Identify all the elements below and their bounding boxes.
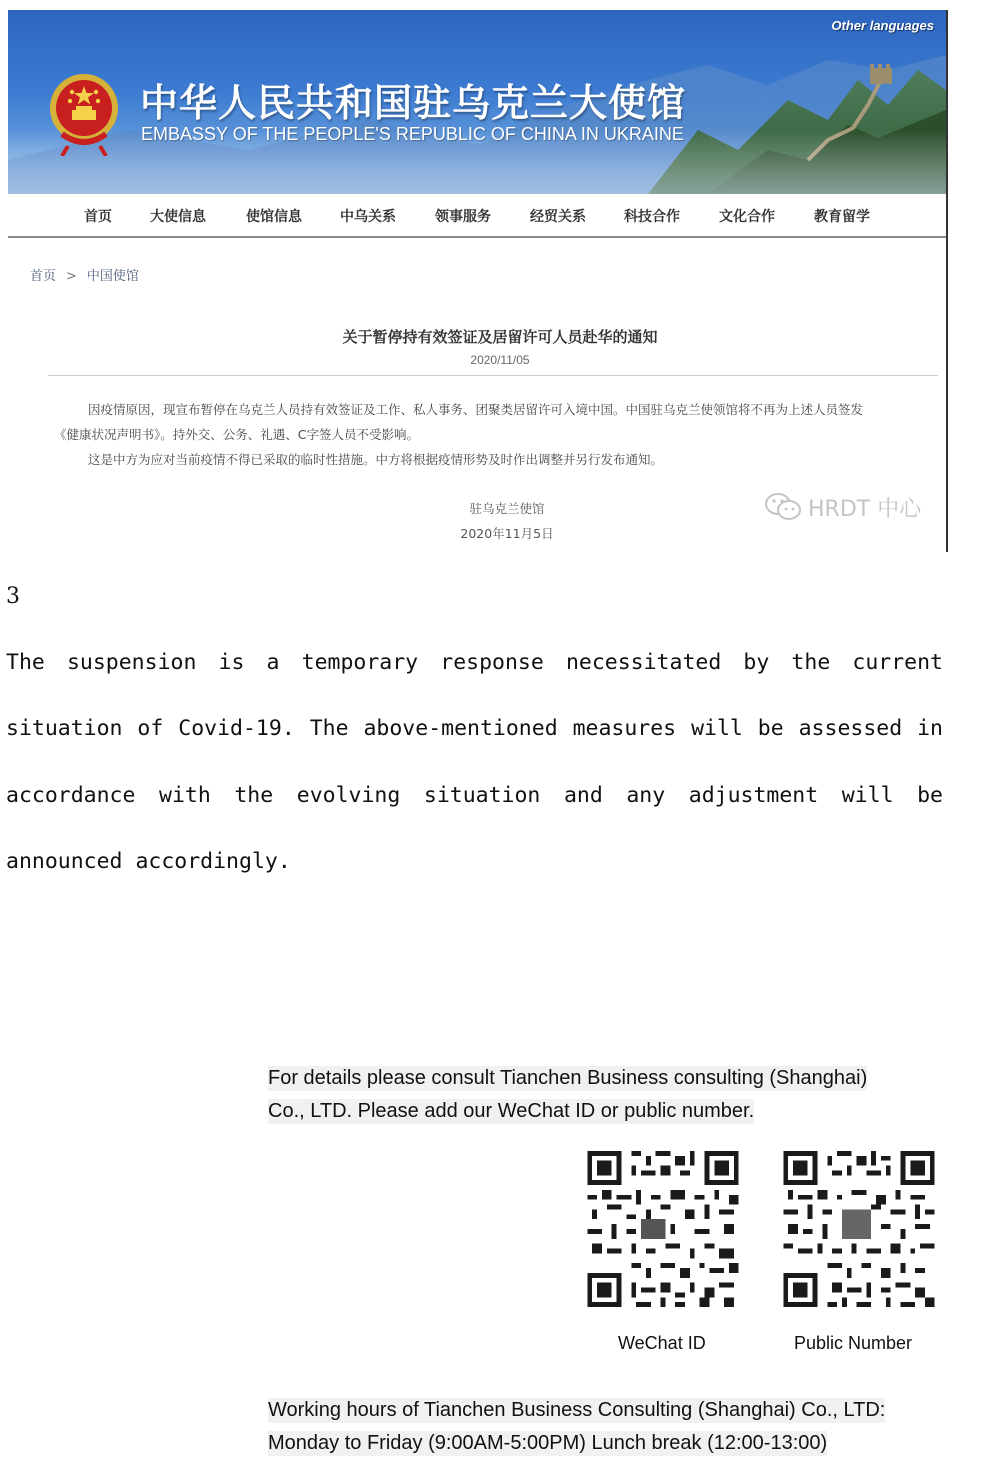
nav-item-trade[interactable]: 经贸关系 (530, 209, 586, 225)
notice-paragraph-1-line-1: 因疫情原因，现宣布暂停在乌克兰人员持有效签证及工作、私人事务、团聚类居留许可入境中国。中国驻乌克兰使领馆将不再为上述人员签发 (88, 402, 864, 417)
breadcrumb-separator: > (66, 269, 77, 284)
contact-line-1: For details please consult Tianchen Business consulting (Shanghai) (268, 1067, 868, 1089)
embassy-banner (8, 10, 946, 194)
embassy-title-chinese: 中华人民共和国驻乌克兰大使馆 (140, 81, 687, 125)
breadcrumb-home[interactable]: 首页 (30, 269, 57, 284)
wechat-id-qr-code (582, 1146, 744, 1312)
notice-title: 关于暂停持有效签证及居留许可人员赴华的通知 (342, 328, 658, 346)
body-text-line-4: announced accordingly. (6, 849, 291, 874)
working-hours-line-1: Working hours of Tianchen Business Consulting (Shanghai) Co., LTD: (268, 1399, 886, 1421)
notice-paragraph-1-line-2: 《健康状况声明书》。持外交、公务、礼遇、C字签人员不受影响。 (54, 427, 419, 442)
notice-paragraph-2: 这是中方为应对当前疫情不得已采取的临时性措施。中方将根据疫情形势及时作出调整并另行发布通知。 (88, 452, 664, 467)
public-number-qr-code (778, 1146, 940, 1312)
embassy-nav-bar (8, 194, 946, 238)
nav-item-embassy-info[interactable]: 使馆信息 (246, 209, 302, 225)
wechat-id-label: WeChat ID (618, 1333, 706, 1353)
nav-item-consular[interactable]: 领事服务 (435, 209, 491, 225)
nav-item-science[interactable]: 科技合作 (624, 209, 680, 225)
contact-line-2: Co., LTD. Please add our WeChat ID or public number. (268, 1100, 755, 1122)
breadcrumb (30, 265, 139, 284)
body-text-line-3: accordance with the evolving situation and any adjustment will be (6, 783, 943, 808)
public-number-label: Public Number (794, 1333, 913, 1353)
other-languages-link[interactable]: Other languages (831, 18, 934, 33)
body-text-line-2: situation of Covid-19. The above-mentioned measures will be assessed in (6, 716, 943, 741)
page-number: 3 (6, 584, 20, 609)
nav-item-culture[interactable]: 文化合作 (719, 209, 775, 225)
nav-item-ambassador[interactable]: 大使信息 (150, 209, 206, 225)
nav-item-china-ukraine[interactable]: 中乌关系 (340, 209, 396, 225)
breadcrumb-current[interactable]: 中国使馆 (86, 269, 139, 284)
hrdt-watermark (764, 490, 921, 524)
nav-item-education[interactable]: 教育留学 (814, 209, 870, 225)
notice-date: 2020/11/05 (470, 353, 530, 367)
nav-item-home[interactable]: 首页 (84, 209, 112, 225)
watermark-text: HRDT 中心 (808, 496, 922, 522)
wechat-icon (764, 491, 802, 523)
national-emblem-icon (48, 68, 120, 156)
body-text-line-1: The suspension is a temporary response necessitated by the current (6, 650, 943, 675)
notice-signature-date: 2020年11月5日 (460, 526, 554, 541)
notice-signature: 驻乌克兰使馆 (469, 501, 545, 516)
working-hours-line-2: Monday to Friday (9:00AM-5:00PM) Lunch break (12:00-13:00) (268, 1432, 828, 1454)
embassy-title-english: EMBASSY OF THE PEOPLE'S REPUBLIC OF CHINA IN UKRAINE (141, 124, 684, 144)
embassy-screenshot (8, 10, 948, 552)
notice-divider (48, 375, 938, 376)
